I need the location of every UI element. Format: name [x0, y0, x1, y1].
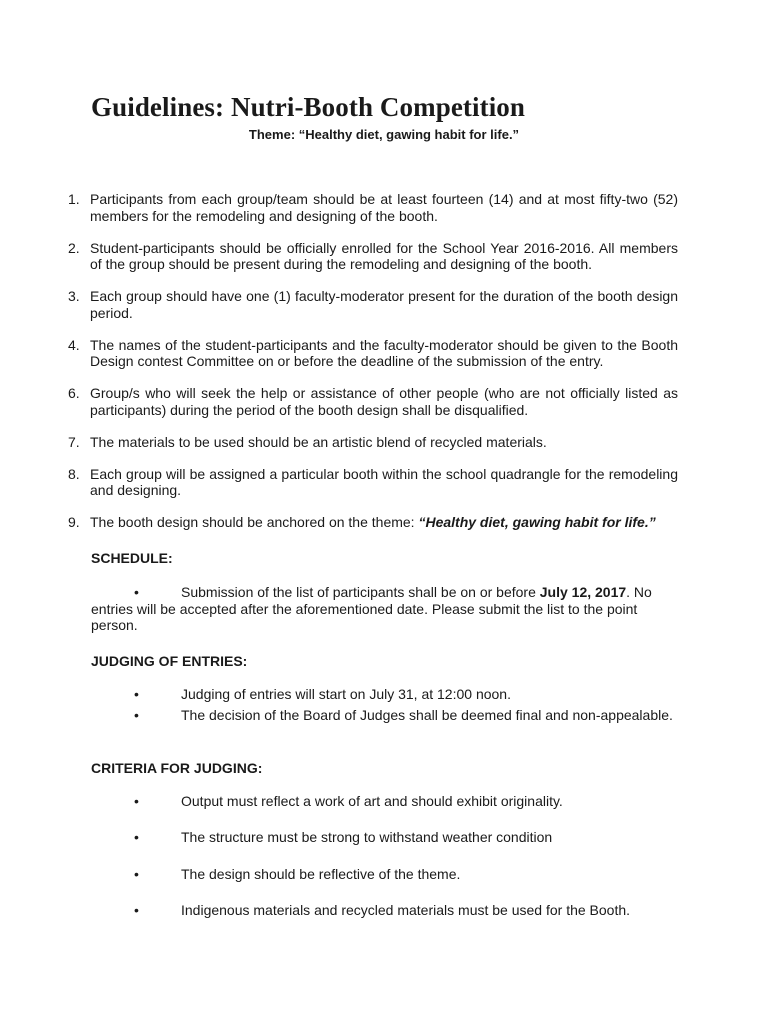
- guideline-item: [68, 240, 678, 273]
- guideline-number: 7.: [68, 433, 80, 450]
- guideline-text: Group/s who will seek the help or assistance of other people (who are not officially listed as participants) during the period of the booth design shall be disqualified.: [90, 385, 678, 418]
- bullet-marker: •: [134, 793, 139, 809]
- guideline-text: The materials to be used should be an artistic blend of recycled materials.: [90, 433, 547, 450]
- guideline-item: [68, 385, 678, 418]
- guideline-number: 8.: [68, 465, 80, 482]
- judging-item: Judging of entries will start on July 31, at 12:00 noon.: [181, 686, 511, 702]
- guideline-item: [68, 466, 678, 499]
- bullet-marker: •: [134, 866, 139, 882]
- bullet-marker: •: [134, 686, 139, 702]
- guideline-number: 4.: [68, 336, 80, 353]
- guideline-text: [90, 514, 678, 531]
- guideline-number: 3.: [68, 288, 80, 304]
- judging-item: The decision of the Board of Judges shall be deemed final and non-appealable.: [181, 707, 673, 723]
- bullet-marker: •: [134, 829, 139, 845]
- guidelines-list: [68, 191, 678, 546]
- theme-quote: “Healthy diet, gawing habit for life.”: [418, 514, 656, 530]
- criteria-item: The design should be reflective of the theme.: [181, 866, 461, 882]
- guideline-text: Participants from each group/team should be at least fourteen (14) and at most fifty-two (52) members for the remodeling and designing of the booth.: [90, 191, 678, 224]
- guideline-text: Each group should have one (1) faculty-moderator present for the duration of the booth design period.: [90, 288, 678, 321]
- document-title: Guidelines: Nutri-Booth Competition: [91, 92, 526, 122]
- criteria-heading: CRITERIA FOR JUDGING:: [91, 760, 263, 776]
- theme-text: Theme: “Healthy diet, gawing habit for life.”: [248, 127, 520, 142]
- criteria-item: Output must reflect a work of art and should exhibit originality.: [181, 793, 563, 809]
- guideline-item: [68, 191, 678, 224]
- schedule-heading: SCHEDULE:: [91, 550, 173, 566]
- guideline-number: 1.: [68, 191, 80, 207]
- criteria-item: The structure must be strong to withstand weather condition: [181, 829, 553, 845]
- schedule-date: July 12, 2017: [539, 584, 627, 600]
- guideline-item: [68, 337, 678, 370]
- guideline-number: 6.: [68, 385, 80, 401]
- guideline-text: Student-participants should be officially enrolled for the School Year 2016-2016. All members of the group should be present during the remodeling and designing of the booth.: [90, 239, 678, 272]
- criteria-item: Indigenous materials and recycled materials must be used for the Booth.: [181, 902, 631, 918]
- schedule-text-before: Submission of the list of participants shall be on or before: [181, 584, 540, 600]
- guideline-text: Each group will be assigned a particular booth within the school quadrangle for the remodeling and designing.: [90, 465, 678, 498]
- guideline-item: [68, 514, 678, 531]
- schedule-text-after: . No entries will be accepted after the aforementioned date. Please submit the list to the point person.: [91, 584, 652, 633]
- guideline-item: [68, 288, 678, 321]
- schedule-item: [91, 584, 679, 634]
- bullet-marker: •: [134, 902, 139, 918]
- guideline-text: The names of the student-participants and the faculty-moderator should be given to the Booth Design contest Committee on or before the deadline of the submission of the entry.: [90, 336, 678, 369]
- guideline-number: 9.: [68, 514, 80, 530]
- judging-heading: JUDGING OF ENTRIES:: [91, 653, 248, 669]
- theme-line: [0, 127, 768, 142]
- guideline-item: [68, 434, 678, 451]
- guideline-text-part: The booth design should be anchored on the theme:: [90, 514, 419, 530]
- guideline-number: 2.: [68, 239, 80, 256]
- bullet-marker: •: [134, 707, 139, 723]
- bullet-marker: •: [134, 584, 139, 600]
